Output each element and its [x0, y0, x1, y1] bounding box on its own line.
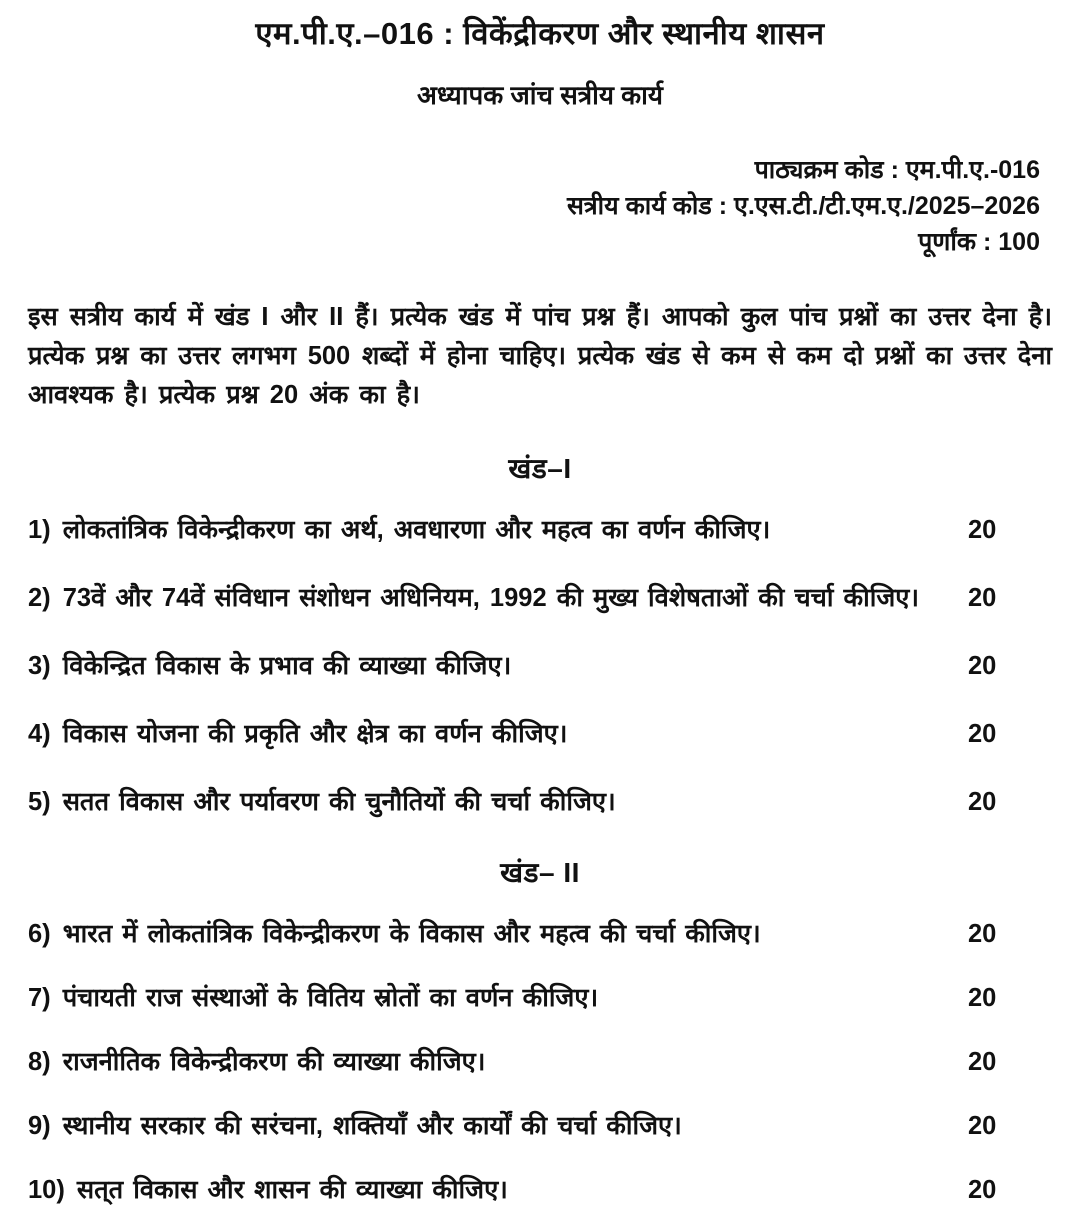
question-text: पंचायती राज संस्थाओं के वितिय स्रोतों का वर्णन कीजिए। — [62, 984, 599, 1012]
section-1 — [28, 449, 1052, 819]
question-text: विकास योजना की प्रकृति और क्षेत्र का वर्णन कीजिए। — [62, 720, 568, 748]
question-row — [28, 513, 1052, 547]
question-number: 10) — [28, 1176, 65, 1204]
question-row — [28, 1109, 1052, 1143]
question-text: सत्‌त विकास और शासन की व्याख्या कीजिए। — [76, 1176, 508, 1204]
question-number: 6) — [28, 920, 51, 948]
question-number: 1) — [28, 516, 51, 544]
question-number: 9) — [28, 1112, 51, 1140]
question-marks: 20 — [968, 1176, 997, 1204]
section-1-heading: खंड–I — [508, 453, 572, 484]
question-text: भारत में लोकतांत्रिक विकेन्द्रीकरण के विकास और महत्व की चर्चा कीजिए। — [62, 920, 761, 948]
question-marks: 20 — [968, 984, 997, 1012]
question-marks: 20 — [968, 720, 997, 748]
question-row — [28, 649, 1052, 683]
question-number: 8) — [28, 1048, 51, 1076]
question-row — [28, 1173, 1052, 1207]
question-text: राजनीतिक विकेन्द्रीकरण की व्याख्या कीजिए। — [62, 1048, 486, 1076]
section-2-heading: खंड– II — [500, 857, 580, 888]
question-row — [28, 1045, 1052, 1079]
question-text: विकेन्द्रित विकास के प्रभाव की व्याख्या कीजिए। — [62, 652, 512, 680]
question-row — [28, 785, 1052, 819]
question-number: 3) — [28, 652, 51, 680]
question-row — [28, 917, 1052, 951]
question-marks: 20 — [968, 1112, 997, 1140]
question-marks: 20 — [968, 652, 997, 680]
question-number: 2) — [28, 584, 51, 612]
page-title: एम.पी.ए.–016 : विकेंद्रीकरण और स्थानीय शासन — [255, 16, 825, 51]
question-marks: 20 — [968, 516, 997, 544]
question-text: सतत विकास और पर्यावरण की चुनौतियों की चर्चा कीजिए। — [62, 788, 616, 816]
section-2 — [28, 853, 1052, 1207]
question-text: 73वें और 74वें संविधान संशोधन अधिनियम, 1992 की मुख्य विशेषताओं की चर्चा कीजिए। — [62, 584, 920, 612]
question-row — [28, 981, 1052, 1015]
question-number: 5) — [28, 788, 51, 816]
question-text: स्थानीय सरकार की सरंचना, शक्तियाँ और कार्यों की चर्चा कीजिए। — [62, 1112, 682, 1140]
course-code: पाठ्यक्रम कोड : एम.पी.ए.-016 — [754, 156, 1040, 184]
question-marks: 20 — [968, 920, 997, 948]
assignment-code: सत्रीय कार्य कोड : ए.एस.टी./टी.एम.ए./2025–2026 — [566, 192, 1040, 220]
question-text: लोकतांत्रिक विकेन्द्रीकरण का अर्थ, अवधारणा और महत्व का वर्णन कीजिए। — [62, 516, 771, 544]
question-row — [28, 581, 1052, 615]
meta-block — [28, 152, 1052, 260]
question-marks: 20 — [968, 584, 997, 612]
max-marks: पूर्णांक : 100 — [918, 228, 1040, 256]
question-number: 4) — [28, 720, 51, 748]
question-marks: 20 — [968, 788, 997, 816]
question-marks: 20 — [968, 1048, 997, 1076]
question-row — [28, 717, 1052, 751]
question-number: 7) — [28, 984, 51, 1012]
instructions-text: इस सत्रीय कार्य में खंड I और II हैं। प्रत्येक खंड में पांच प्रश्न हैं। आपको कुल पांच प्रश्नों का उत्तर देना है। प्रत्येक प्रश्न का उत्तर लगभग 500 शब्दों में होना चाहिए। प्रत्येक खंड से कम से कम दो प्रश्नों का उत्तर देना आवश्यक है। प्रत्येक प्रश्न 20 अंक का है। — [28, 303, 1052, 409]
page-subtitle: अध्यापक जांच सत्रीय कार्य — [417, 80, 663, 110]
